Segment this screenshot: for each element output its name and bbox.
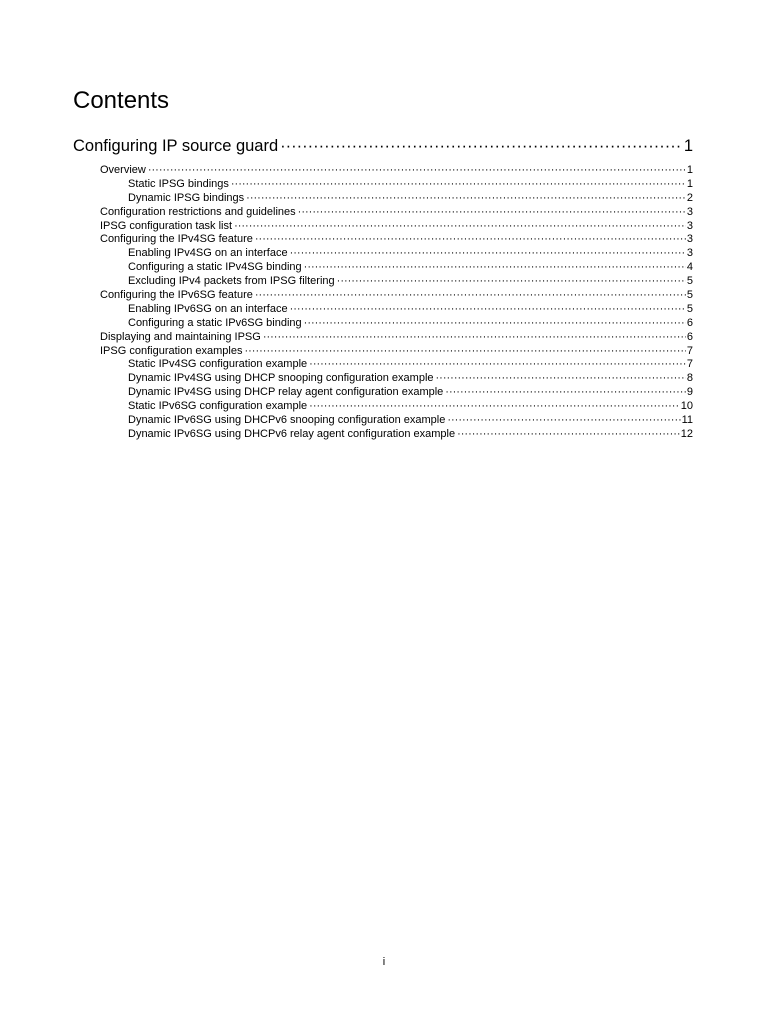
toc-entry-title[interactable]: Dynamic IPv4SG using DHCP relay agent configuration example — [128, 386, 444, 399]
toc-entry-title[interactable]: Enabling IPv6SG on an interface — [128, 302, 288, 315]
dot-leader — [234, 220, 686, 234]
toc-entry-title[interactable]: Excluding IPv4 packets from IPSG filtering — [128, 275, 335, 288]
toc-entry-title[interactable]: Static IPv6SG configuration example — [128, 400, 308, 413]
toc-entry-page: 3 — [686, 205, 693, 218]
toc-entry[interactable] — [100, 428, 693, 442]
dot-leader — [304, 317, 686, 331]
toc-entry[interactable] — [100, 192, 693, 206]
dot-leader — [457, 428, 680, 442]
toc-entry-page: 3 — [686, 233, 693, 246]
toc-entry[interactable] — [100, 386, 693, 400]
dot-leader — [445, 386, 686, 400]
toc-entry-title[interactable]: Dynamic IPv6SG using DHCPv6 relay agent configuration example — [128, 427, 456, 440]
dot-leader — [255, 233, 686, 247]
toc-entry-title[interactable]: Configuring a static IPv6SG binding — [128, 316, 302, 329]
toc-entry-page: 11 — [681, 414, 693, 427]
page-title: Contents — [73, 87, 170, 114]
toc-entry-title[interactable]: Configuring the IPv6SG feature — [100, 289, 253, 302]
toc-entry-page: 7 — [686, 358, 693, 371]
toc-entry[interactable] — [100, 164, 693, 178]
toc-entry-title[interactable]: Displaying and maintaining IPSG — [100, 330, 261, 343]
toc-entry-page: 8 — [686, 372, 693, 385]
toc-entry-page: 1 — [686, 177, 693, 190]
toc-entry[interactable] — [100, 400, 693, 414]
dot-leader — [255, 289, 686, 303]
toc-entry-page: 3 — [686, 247, 693, 260]
toc-entry-title[interactable]: Enabling IPv4SG on an interface — [128, 247, 288, 260]
toc-entry-page: 5 — [686, 275, 693, 288]
toc-entry[interactable] — [100, 247, 693, 261]
dot-leader — [280, 136, 683, 156]
toc-entry[interactable] — [100, 206, 693, 220]
dot-leader — [447, 414, 680, 428]
toc-chapter-page: 1 — [683, 137, 693, 155]
toc-entry-page: 2 — [686, 191, 693, 204]
toc-entry[interactable] — [100, 345, 693, 359]
toc-entry-title[interactable]: Configuring the IPv4SG feature — [100, 233, 253, 246]
toc-entry-title[interactable]: Dynamic IPv6SG using DHCPv6 snooping configuration example — [128, 414, 446, 427]
toc-entry-page: 7 — [686, 344, 693, 357]
toc-entry[interactable] — [100, 372, 693, 386]
toc-entry-page: 3 — [686, 219, 693, 232]
toc-chapter-title[interactable]: Configuring IP source guard — [73, 137, 279, 155]
toc-entry-page: 9 — [686, 386, 693, 399]
dot-leader — [309, 358, 686, 372]
toc-entry-title[interactable]: Dynamic IPv4SG using DHCP snooping configuration example — [128, 372, 434, 385]
toc-entry[interactable] — [100, 220, 693, 234]
toc-entry[interactable] — [100, 317, 693, 331]
toc-entry-title[interactable]: Static IPv4SG configuration example — [128, 358, 308, 371]
toc-entry-page: 10 — [680, 400, 693, 413]
dot-leader — [337, 275, 686, 289]
toc-entry-page: 6 — [686, 330, 693, 343]
toc-entry-title[interactable]: Configuring a static IPv4SG binding — [128, 261, 302, 274]
toc-entry[interactable] — [100, 414, 693, 428]
dot-leader — [231, 178, 686, 192]
toc-entry-title[interactable]: Configuration restrictions and guidelines — [100, 205, 296, 218]
toc-entry[interactable] — [100, 233, 693, 247]
dot-leader — [148, 164, 686, 178]
toc-entry-page: 12 — [680, 427, 693, 440]
toc-entry[interactable] — [100, 358, 693, 372]
dot-leader — [263, 331, 686, 345]
dot-leader — [290, 247, 686, 261]
toc-entry-page: 1 — [686, 164, 693, 176]
toc-entry-title[interactable]: Dynamic IPSG bindings — [128, 191, 245, 204]
toc-entry-page: 5 — [686, 302, 693, 315]
toc-entry-title[interactable]: IPSG configuration task list — [100, 219, 233, 232]
page-number: i — [382, 956, 386, 968]
toc-chapter-entry[interactable] — [73, 136, 693, 156]
toc-entry-page: 6 — [686, 316, 693, 329]
toc-entry[interactable] — [100, 275, 693, 289]
toc-entry-title[interactable]: Overview — [100, 164, 146, 176]
dot-leader — [298, 206, 686, 220]
dot-leader — [246, 192, 686, 206]
dot-leader — [290, 303, 686, 317]
dot-leader — [436, 372, 686, 386]
dot-leader — [244, 345, 685, 359]
toc-entry-title[interactable]: IPSG configuration examples — [100, 344, 243, 357]
dot-leader — [304, 261, 686, 275]
toc-entry[interactable] — [100, 331, 693, 345]
toc-entry[interactable] — [100, 289, 693, 303]
toc-entry-title[interactable]: Static IPSG bindings — [128, 177, 229, 190]
toc-entry-page: 5 — [686, 289, 693, 302]
toc-entry-page: 4 — [686, 261, 693, 274]
toc-entry[interactable] — [100, 303, 693, 317]
toc-entry[interactable] — [100, 178, 693, 192]
toc-list — [100, 164, 693, 442]
dot-leader — [309, 400, 680, 414]
toc-entry[interactable] — [100, 261, 693, 275]
